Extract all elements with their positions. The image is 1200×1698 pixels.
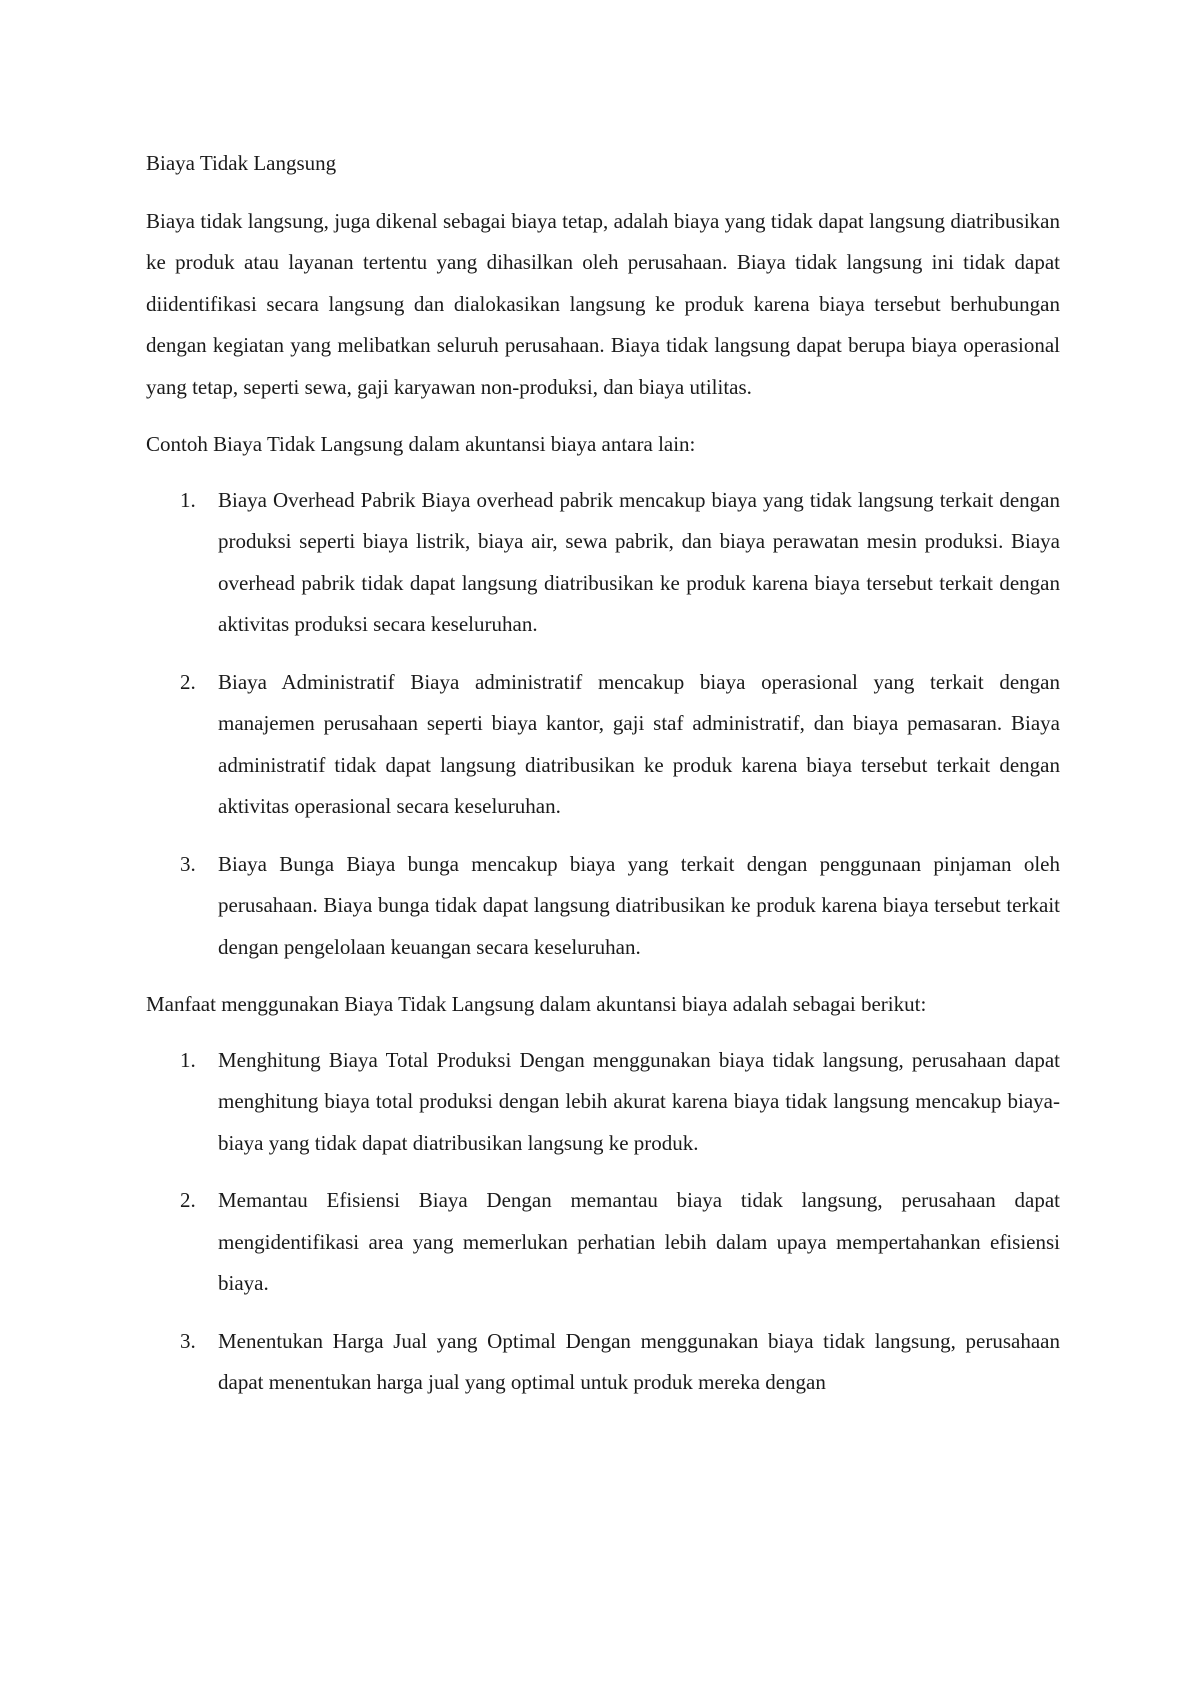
list-number: 3.	[180, 1328, 196, 1353]
examples-list	[146, 480, 1060, 969]
list-item	[146, 1321, 1060, 1404]
list-text: Menentukan Harga Jual yang Optimal Dengan menggunakan biaya tidak langsung, perusahaan dapat menentukan harga jual yang optimal untuk produk mereka dengan	[218, 1328, 1060, 1394]
list-number: 2.	[180, 1188, 196, 1212]
list-text: Biaya Bunga Biaya bunga mencakup biaya yang terkait dengan penggunaan pinjaman oleh perusahaan. Biaya bunga tidak dapat langsung diatribusikan ke produk karena biaya tersebut terkait dengan pengelolaan keuangan secara keseluruhan.	[218, 851, 1060, 959]
document-page	[146, 143, 1060, 1420]
list-item	[146, 1040, 1060, 1165]
list-item	[146, 1180, 1060, 1305]
list-number: 2.	[180, 669, 196, 694]
list-text: Biaya Administratif Biaya administratif mencakup biaya operasional yang terkait dengan manajemen perusahaan seperti biaya kantor, gaji staf administratif, dan biaya pemasaran. Biaya administratif tidak dapat langsung diatribusikan ke produk karena biaya tersebut terkait dengan aktivitas operasional secara keseluruhan.	[218, 669, 1060, 818]
list-text: Menghitung Biaya Total Produksi Dengan menggunakan biaya tidak langsung, perusahaan dapat menghitung biaya total produksi dengan lebih akurat karena biaya tidak langsung mencakup biaya-biaya yang tidak dapat diatribusikan langsung ke produk.	[218, 1047, 1060, 1155]
intro-paragraph: Biaya tidak langsung, juga dikenal sebagai biaya tetap, adalah biaya yang tidak dapat langsung diatribusikan ke produk atau layanan tertentu yang dihasilkan oleh perusahaan. Biaya tidak langsung ini tidak dapat diidentifikasi secara langsung dan dialokasikan langsung ke produk karena biaya tersebut berhubungan dengan kegiatan yang melibatkan seluruh perusahaan. Biaya tidak langsung dapat berupa biaya operasional yang tetap, seperti sewa, gaji karyawan non-produksi, dan biaya utilitas.	[146, 208, 1060, 399]
list-text: Biaya Overhead Pabrik Biaya overhead pabrik mencakup biaya yang tidak langsung terkait dengan produksi seperti biaya listrik, biaya air, sewa pabrik, dan biaya perawatan mesin produksi. Biaya overhead pabrik tidak dapat langsung diatribusikan ke produk karena biaya tersebut terkait dengan aktivitas produksi secara keseluruhan.	[218, 487, 1060, 636]
list-item	[146, 480, 1060, 646]
benefits-lead: Manfaat menggunakan Biaya Tidak Langsung dalam akuntansi biaya adalah sebagai berikut:	[146, 992, 927, 1016]
examples-lead: Contoh Biaya Tidak Langsung dalam akuntansi biaya antara lain:	[146, 432, 696, 456]
list-number: 1.	[180, 1047, 196, 1072]
list-number: 3.	[180, 851, 196, 876]
list-text: Memantau Efisiensi Biaya Dengan memantau biaya tidak langsung, perusahaan dapat mengidentifikasi area yang memerlukan perhatian lebih dalam upaya mempertahankan efisiensi biaya.	[218, 1188, 1060, 1295]
list-item	[146, 844, 1060, 969]
benefits-list	[146, 1040, 1060, 1404]
document-title: Biaya Tidak Langsung	[146, 151, 337, 175]
list-item	[146, 662, 1060, 828]
list-number: 1.	[180, 487, 196, 512]
